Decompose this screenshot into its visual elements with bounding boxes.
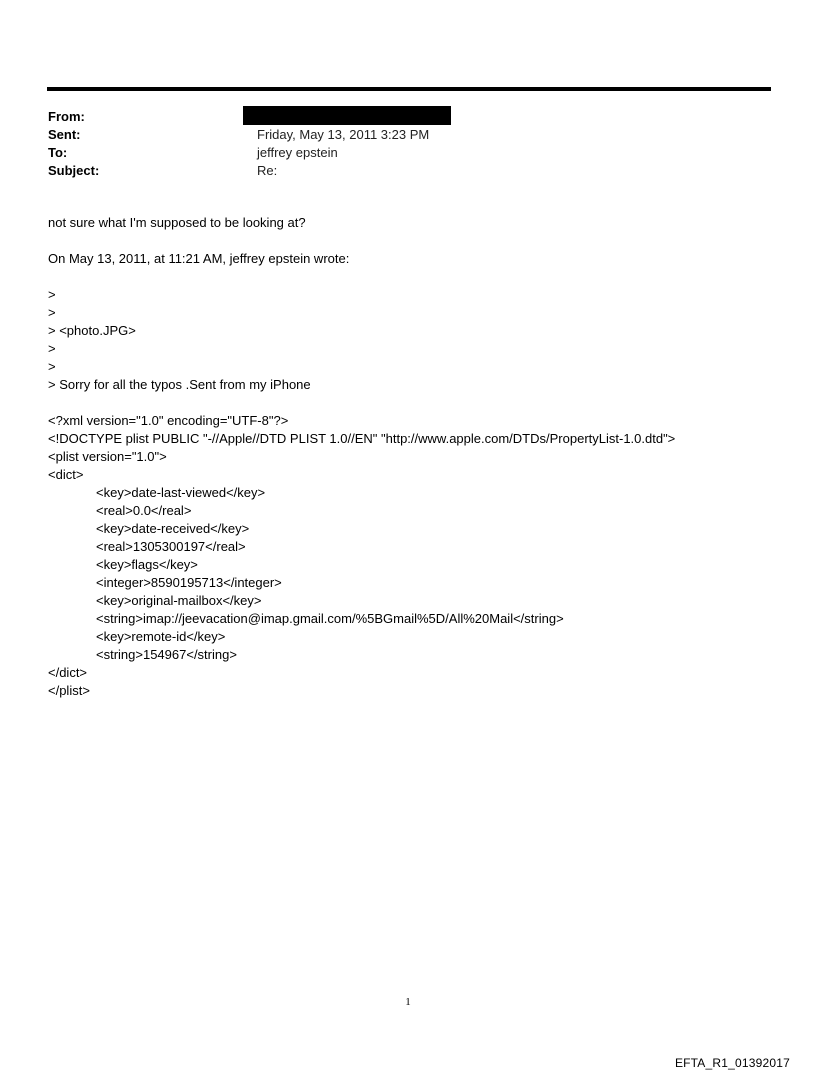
plist-line: <key>date-last-viewed</key> xyxy=(96,485,266,500)
quoted-line: > xyxy=(48,287,56,302)
quoted-line: > xyxy=(48,305,56,320)
quoted-line: > xyxy=(48,359,56,374)
plist-line: <?xml version="1.0" encoding="UTF-8"?> xyxy=(48,413,289,428)
plist-line: <key>remote-id</key> xyxy=(96,629,226,644)
quoted-line: > <photo.JPG> xyxy=(48,323,136,338)
subject-label: Subject: xyxy=(48,163,100,178)
subject-row xyxy=(48,162,748,180)
email-body xyxy=(48,214,768,700)
plist-line: <integer>8590195713</integer> xyxy=(96,575,282,590)
quoted-line: > xyxy=(48,341,56,356)
from-row xyxy=(48,108,748,126)
plist-line: </plist> xyxy=(48,683,90,698)
sent-label: Sent: xyxy=(48,127,81,142)
page-number: 1 xyxy=(405,996,411,1008)
reply-text: not sure what I'm supposed to be looking at? xyxy=(48,215,306,230)
to-row xyxy=(48,144,748,162)
from-label: From: xyxy=(48,109,85,124)
plist-line: <dict> xyxy=(48,467,84,482)
quote-intro: On May 13, 2011, at 11:21 AM, jeffrey epstein wrote: xyxy=(48,251,350,266)
plist-line: <key>original-mailbox</key> xyxy=(96,593,262,608)
plist-line: <!DOCTYPE plist PUBLIC "-//Apple//DTD PLIST 1.0//EN" "http://www.apple.com/DTDs/PropertyList-1.0.dtd"> xyxy=(48,431,676,446)
quoted-line: > Sorry for all the typos .Sent from my iPhone xyxy=(48,377,311,392)
plist-line: <real>0.0</real> xyxy=(96,503,192,518)
plist-line: <real>1305300197</real> xyxy=(96,539,246,554)
bates-number: EFTA_R1_01392017 xyxy=(674,1056,790,1070)
email-header xyxy=(48,108,748,180)
plist-line: <plist version="1.0"> xyxy=(48,449,167,464)
plist-line: </dict> xyxy=(48,665,88,680)
subject-value: Re: xyxy=(257,163,278,178)
plist-line: <key>flags</key> xyxy=(96,557,198,572)
plist-line: <key>date-received</key> xyxy=(96,521,250,536)
sent-row xyxy=(48,126,748,144)
plist-line: <string>154967</string> xyxy=(96,647,237,662)
to-value: jeffrey epstein xyxy=(257,145,338,160)
plist-line: <string>imap://jeevacation@imap.gmail.com/%5BGmail%5D/All%20Mail</string> xyxy=(96,611,564,626)
to-label: To: xyxy=(48,145,68,160)
sent-value: Friday, May 13, 2011 3:23 PM xyxy=(257,127,430,142)
header-rule xyxy=(47,87,771,91)
redaction-bar xyxy=(243,106,451,125)
